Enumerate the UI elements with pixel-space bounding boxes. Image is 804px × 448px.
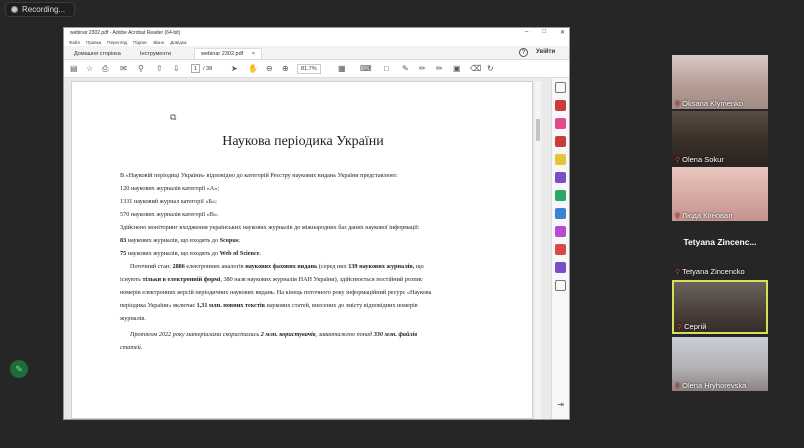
combine-files-icon[interactable] bbox=[555, 172, 566, 183]
doc-line-14: статей. bbox=[120, 344, 143, 351]
comment-tool-icon[interactable] bbox=[555, 154, 566, 165]
menu-edit[interactable]: Правка bbox=[86, 39, 102, 45]
rotate-icon[interactable]: ↻ bbox=[487, 64, 494, 73]
mic-muted-icon: ⚲ bbox=[677, 323, 683, 331]
doc-line-8: Поточний стан: 2886 електронних аналогів наукових фахових видань (серед них 139 наукових журналів, що bbox=[130, 263, 424, 270]
select-cursor-icon[interactable]: ➤ bbox=[231, 64, 238, 73]
menu-sign[interactable]: Підпис bbox=[133, 39, 148, 45]
close-button[interactable]: ✕ bbox=[559, 30, 565, 36]
participant-tile[interactable] bbox=[672, 167, 768, 221]
compress-pdf-icon[interactable] bbox=[555, 208, 566, 219]
participant-name: ⚲ Сергій bbox=[677, 322, 707, 331]
pen-icon[interactable]: ✎ bbox=[402, 64, 409, 73]
pdf-page bbox=[71, 81, 533, 419]
doc-line-12: журналів. bbox=[120, 315, 146, 322]
search-icon[interactable]: ⚲ bbox=[138, 64, 144, 73]
mic-muted-icon: ⚲ bbox=[675, 382, 681, 390]
highlight-icon[interactable]: ✏ bbox=[419, 64, 426, 73]
acrobat-window bbox=[63, 27, 570, 420]
participant-name: ⚲ Olena Hryhorevska bbox=[675, 381, 747, 390]
sign-icon[interactable]: ✏ bbox=[436, 64, 443, 73]
participant-name: ⚲ Tetyana Zincencko bbox=[675, 267, 745, 276]
mic-muted-icon: ⚲ bbox=[675, 156, 681, 164]
minimize-button[interactable]: – bbox=[525, 29, 529, 35]
send-sign-icon[interactable] bbox=[555, 262, 566, 273]
doc-line-2: 120 наукових журналів категорії «А»; bbox=[120, 185, 220, 192]
doc-line-4: 570 наукових журналів категорії «В». bbox=[120, 211, 219, 218]
keyboard-icon[interactable]: ⌨ bbox=[360, 64, 372, 73]
help-icon[interactable]: ? bbox=[519, 48, 528, 57]
tab-tools[interactable]: Інструменти bbox=[140, 50, 171, 57]
stamp-icon[interactable]: ▣ bbox=[453, 64, 461, 73]
zoom-level-select[interactable]: 81,7% bbox=[297, 64, 321, 74]
protect-icon[interactable] bbox=[555, 226, 566, 237]
create-pdf-icon[interactable]: ▤ bbox=[70, 64, 78, 73]
tab-home[interactable]: Домашня сторінка bbox=[74, 50, 121, 57]
expand-pane-icon[interactable]: ⇥ bbox=[557, 400, 564, 409]
participant-placeholder-name: Tetyana Zincenc... bbox=[683, 237, 757, 247]
toolbar bbox=[64, 60, 569, 78]
mic-muted-icon: ⚲ bbox=[675, 268, 681, 276]
menu-view[interactable]: Перегляд bbox=[107, 39, 128, 45]
window-title: webinar 2302.pdf - Adobe Acrobat Reader (64-bit) bbox=[70, 30, 181, 36]
participant-name: ⚲ Oksana Klymenko bbox=[675, 99, 744, 108]
hand-tool-icon[interactable]: ✋ bbox=[248, 64, 258, 73]
tab-document[interactable] bbox=[194, 48, 262, 59]
signin-button[interactable]: Увійти bbox=[536, 49, 556, 55]
doc-line-3: 1331 науковий журнал категорії «Б»; bbox=[120, 198, 217, 205]
page-number-input[interactable]: 1 bbox=[191, 64, 200, 73]
participant-tile[interactable] bbox=[672, 337, 768, 391]
menu-help[interactable]: Довідка bbox=[170, 39, 187, 45]
maximize-button[interactable]: □ bbox=[542, 29, 546, 35]
page-down-icon[interactable]: ⇩ bbox=[173, 64, 180, 73]
zoom-in-icon[interactable]: ⊕ bbox=[282, 64, 289, 73]
document-area bbox=[64, 78, 569, 419]
doc-line-7: 75 наукових журналів, що входять до Web of Science. bbox=[120, 250, 262, 257]
mic-muted-icon: ⚲ bbox=[675, 100, 681, 108]
zoom-tool-icon[interactable] bbox=[555, 82, 566, 93]
fill-sign-icon[interactable] bbox=[555, 244, 566, 255]
tab-bar bbox=[64, 46, 569, 60]
menu-window[interactable]: Вікно bbox=[153, 39, 165, 45]
cursor-icon: ⧉ bbox=[170, 112, 177, 122]
participant-tile[interactable] bbox=[672, 223, 768, 277]
print-icon[interactable]: ⎙ bbox=[102, 64, 109, 73]
page-navigator bbox=[191, 64, 212, 73]
doc-line-5: Здійснено моніторинг входження українських наукових журналів до міжнародних баз даних наукової інформації: bbox=[120, 224, 420, 231]
participant-tile[interactable] bbox=[672, 111, 768, 165]
zoom-out-icon[interactable]: ⊖ bbox=[266, 64, 273, 73]
doc-line-11: періодика України» включає 1,31 млн. повних текстів наукових статей, внесених до змісту відповідних номерів bbox=[120, 302, 418, 309]
export-pdf-icon[interactable] bbox=[555, 100, 566, 111]
tab-document-label: webinar 2302.pdf bbox=[201, 51, 244, 57]
participant-name: ⚲ Olena Sokur bbox=[675, 155, 724, 164]
page-up-icon[interactable]: ⇧ bbox=[156, 64, 163, 73]
participant-tile-active-speaker[interactable] bbox=[672, 280, 768, 334]
document-title: Наукова періодика України bbox=[222, 134, 384, 149]
more-tools-icon[interactable] bbox=[555, 280, 566, 291]
annotate-pencil-icon[interactable]: ✎ bbox=[10, 360, 28, 378]
create-pdf-tool-icon[interactable] bbox=[555, 136, 566, 147]
menu-file[interactable]: Файл bbox=[69, 39, 81, 45]
vertical-scrollbar[interactable] bbox=[535, 81, 541, 419]
participant-tile[interactable] bbox=[672, 55, 768, 109]
tab-close-icon[interactable]: × bbox=[251, 51, 255, 57]
edit-pdf-icon[interactable] bbox=[555, 118, 566, 129]
doc-line-6: 83 наукових журналів, що входять до Scopus; bbox=[120, 237, 240, 244]
doc-line-9: існують тільки в електронній формі, 380 назв наукових журналів НАН України), здійснюється постійний розпис bbox=[120, 276, 423, 283]
email-icon[interactable]: ✉ bbox=[120, 64, 127, 73]
doc-line-13: Протягом 2022 року матеріалами скористались 2 млн. користувачів, завантажено понад 330 млн. файлів bbox=[130, 331, 418, 338]
page-fit-icon[interactable]: ▦ bbox=[338, 64, 346, 73]
participant-name: ⚲ Люда Коновал bbox=[675, 211, 733, 220]
recording-label: Recording... bbox=[22, 5, 66, 14]
record-icon bbox=[11, 6, 18, 13]
menu-bar bbox=[64, 38, 569, 46]
recording-indicator[interactable] bbox=[5, 2, 75, 17]
organize-pages-icon[interactable] bbox=[555, 190, 566, 201]
doc-line-1: В «Науковій періодиці України» відповідно до категорій Реєстру наукових видань України представлено: bbox=[120, 172, 398, 179]
bookmark-star-icon[interactable]: ☆ bbox=[86, 64, 94, 73]
scroll-thumb[interactable] bbox=[536, 119, 540, 141]
comment-icon[interactable]: □ bbox=[384, 64, 389, 73]
tools-pane bbox=[551, 78, 569, 419]
page-total: / 38 bbox=[203, 65, 213, 72]
mic-muted-icon: ⚲ bbox=[675, 212, 681, 220]
delete-icon[interactable]: ⌫ bbox=[470, 64, 482, 73]
doc-line-10: номерів електронних версій періодичних наукових видань. На кінець поточного року інформаційний ресурс «Наукова bbox=[120, 289, 432, 296]
window-titlebar bbox=[64, 28, 569, 38]
